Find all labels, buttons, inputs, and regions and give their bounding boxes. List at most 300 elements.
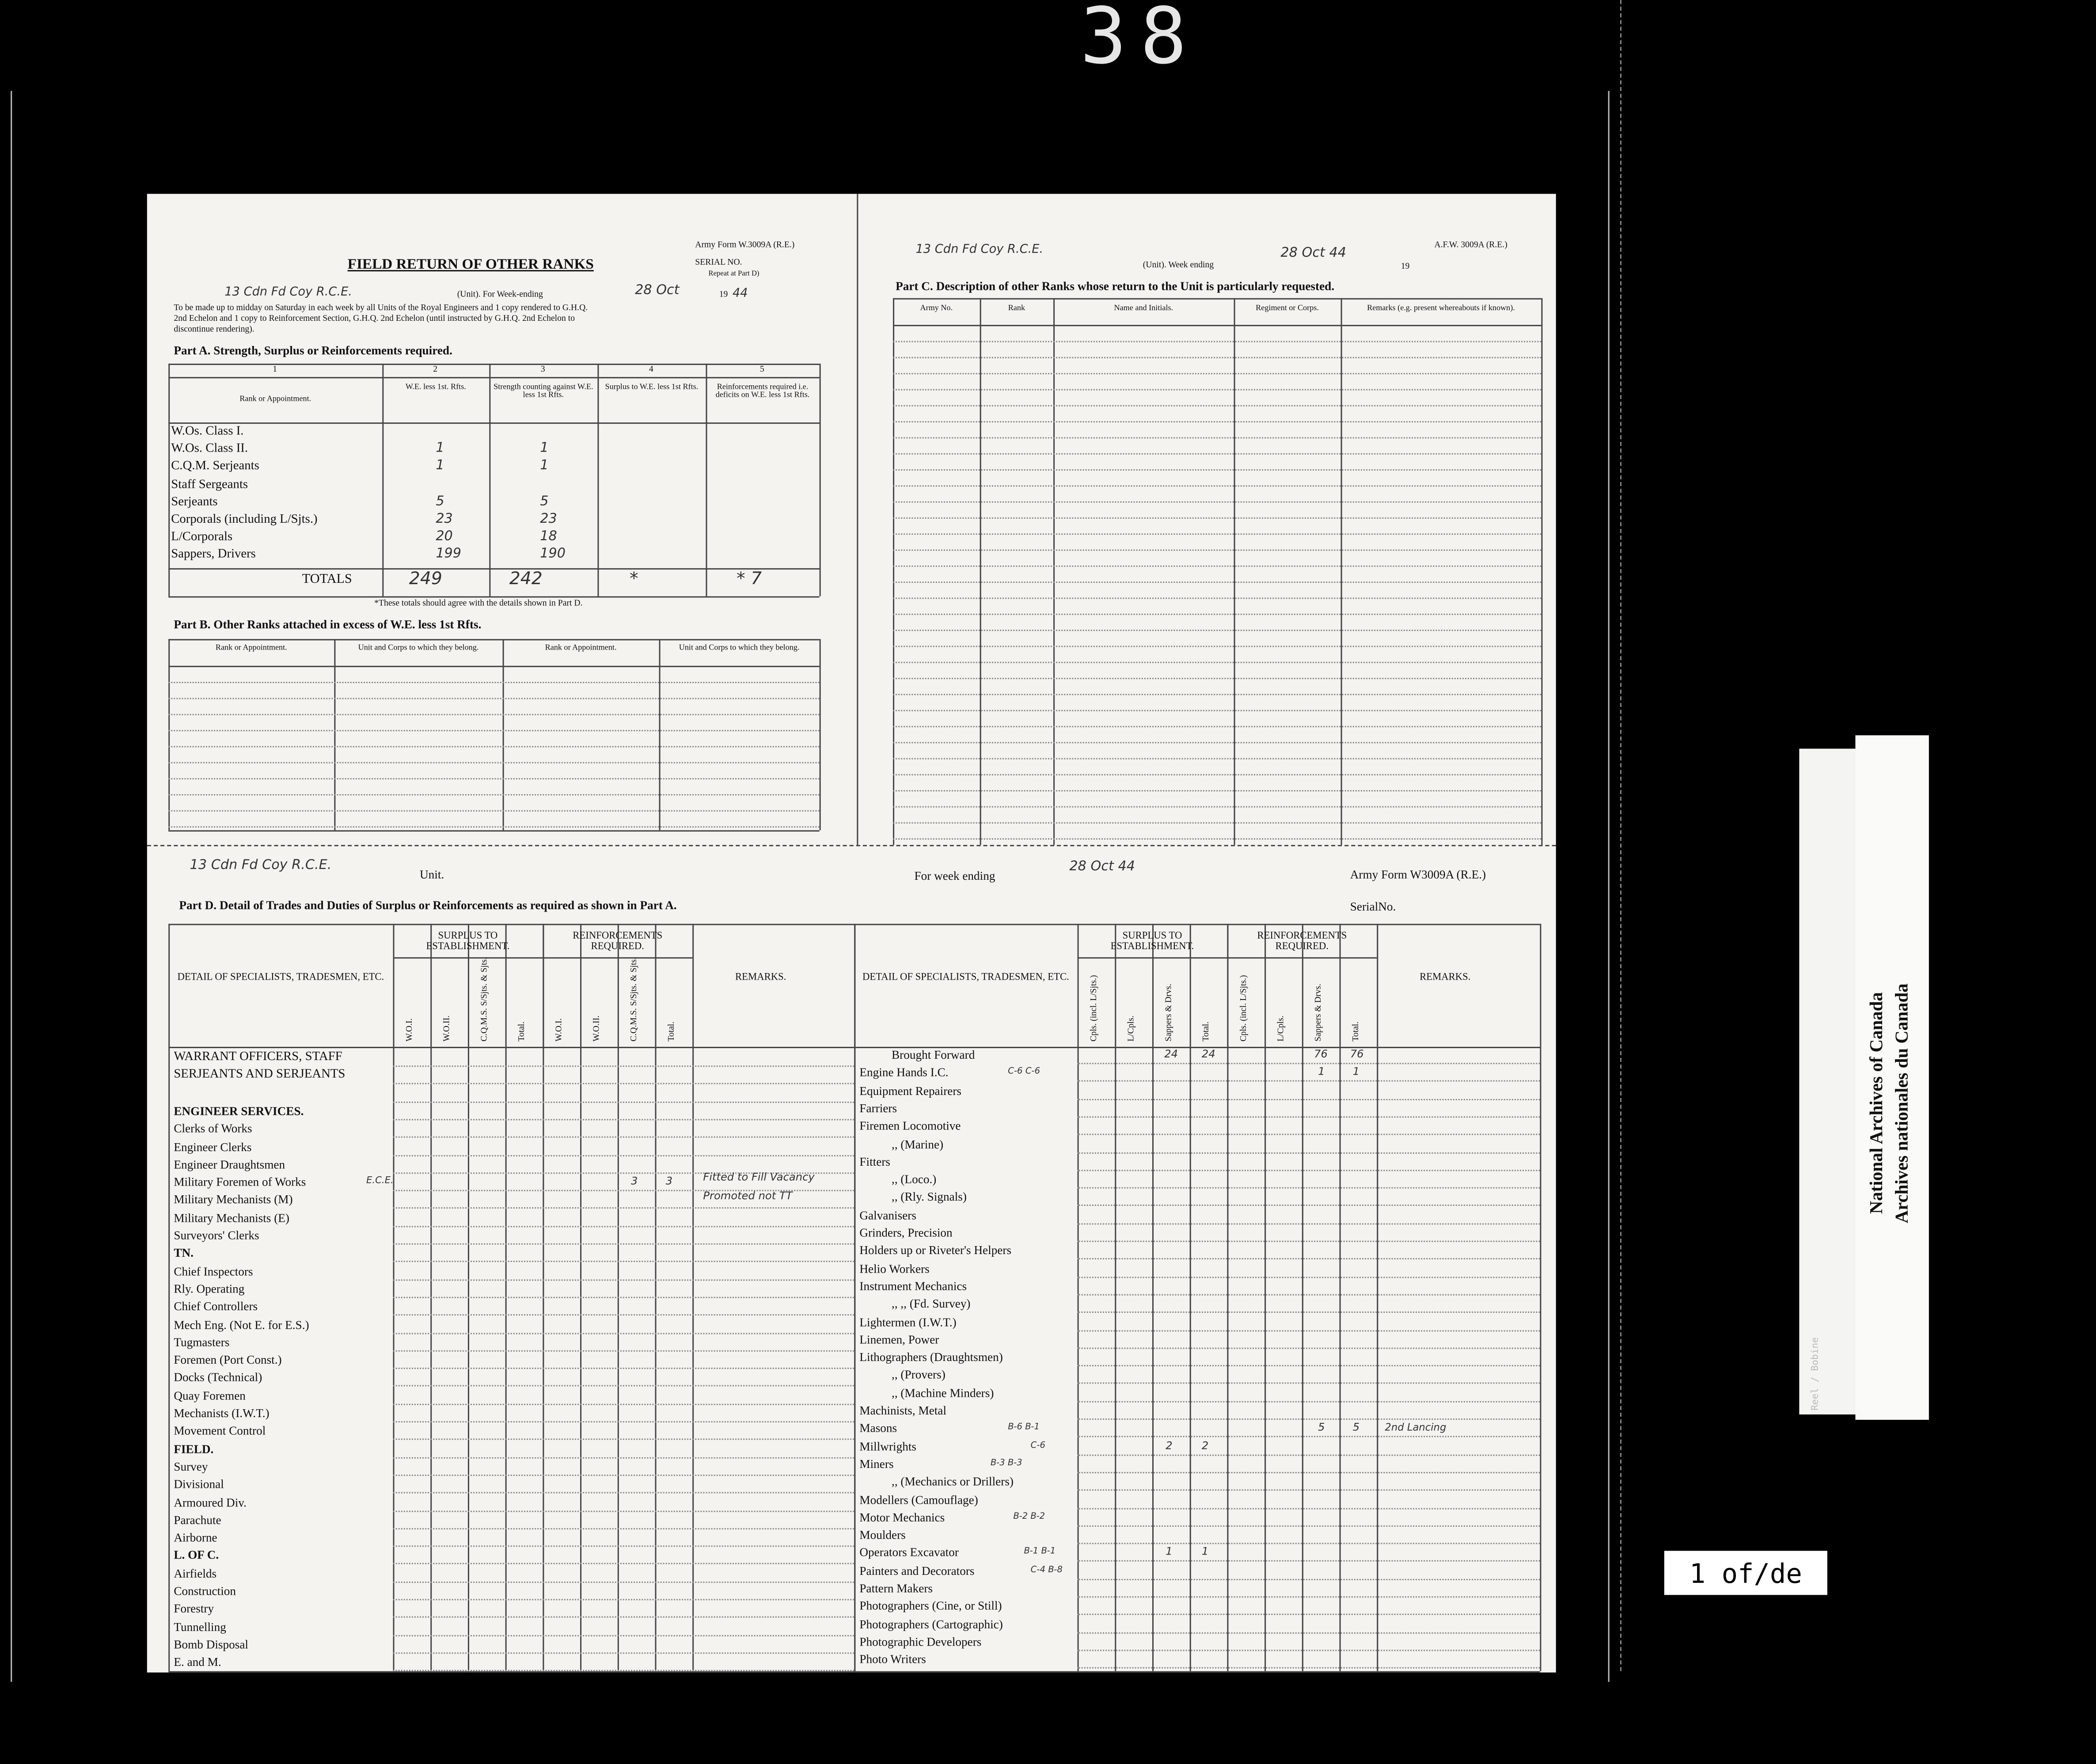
part-a-col-number: 5 (759, 365, 764, 375)
faint-reel-text: Reel / Bobine (1810, 1337, 1821, 1410)
part-d-right-row: ,, (Machine Minders) (892, 1386, 994, 1399)
part-d-left-row: ENGINEER SERVICES. (174, 1104, 304, 1118)
part-c-dotted-row (893, 614, 1541, 615)
part-a-totals-rule (168, 568, 819, 570)
part-b-col-head: Rank or Appointment. (545, 644, 617, 653)
masons-value: 5 (1318, 1422, 1325, 1434)
part-d-right-row: Masons (859, 1422, 897, 1435)
part-d-left-dotted (393, 1315, 854, 1316)
part-d-col-rule (1340, 924, 1341, 1671)
part-a-title: FIELD RETURN OF OTHER RANKS (347, 256, 594, 273)
part-d-right-dotted (1078, 1134, 1540, 1135)
part-d-sub-head: Sappers & Drvs. (1314, 984, 1324, 1042)
part-d-col-rule (1302, 924, 1303, 1671)
part-a-rank: L/Corporals (171, 531, 233, 544)
part-a-rank: W.Os. Class I. (171, 425, 244, 439)
part-c-form-no: A.F.W. 3009A (R.E.) (1434, 240, 1507, 250)
part-a-col-number: 3 (540, 365, 545, 375)
part-d-right-dotted (1078, 1258, 1540, 1260)
part-d-left-row: Military Mechanists (M) (174, 1193, 293, 1207)
part-c-dotted-row (893, 662, 1541, 663)
part-d-surplus-head: SURPLUS TO ESTABLISHMENT. (426, 929, 510, 951)
part-c-head-rule (893, 325, 1541, 326)
archive-label-card (1855, 735, 1929, 1420)
part-d-left-row: WARRANT OFFICERS, STAFF (174, 1051, 342, 1064)
part-b-dotted-row (168, 682, 819, 683)
part-b-dotted-row (168, 746, 819, 747)
part-b-head-rule (168, 666, 819, 667)
part-d-sub-head: Total. (1351, 1021, 1361, 1042)
part-c-dotted-row (893, 341, 1541, 342)
part-d-left-dotted (393, 1617, 854, 1618)
part-b-col-rule (503, 639, 504, 830)
part-a-strength-value: 23 (540, 512, 557, 527)
masons-remark: 2nd Lancing (1385, 1422, 1447, 1434)
part-d-right-row: ,, (Loco.) (892, 1172, 937, 1186)
part-d-left-dotted (393, 1492, 854, 1494)
part-a-total-value: 242 (509, 569, 543, 590)
mfw-code: E.C.E. (366, 1175, 394, 1186)
part-a-heading: Part A. Strength, Surplus or Reinforcements required. (174, 343, 452, 357)
part-d-left-dotted (393, 1528, 854, 1529)
part-d-left-row: L. OF C. (174, 1548, 219, 1562)
part-d-remarks-head: REMARKS. (1420, 970, 1471, 983)
instructions-2: 2nd Echelon and 1 copy to Reinforcement Section, G.H.Q. 2nd Echelon (until instructed by G.H.Q. 2nd Echelon to (174, 314, 575, 324)
part-d-left-dotted (393, 1439, 854, 1440)
part-d-right-dotted (1078, 1294, 1540, 1295)
part-d-sub-head: W.O.II. (442, 1015, 452, 1042)
part-d-right-dotted (1078, 1578, 1540, 1580)
bf-value: 76 (1314, 1048, 1328, 1061)
part-d-remarks-head: REMARKS. (735, 970, 786, 983)
part-a-col-head: Surplus to W.E. less 1st Rfts. (605, 384, 699, 392)
part-a-rank: Staff Sergeants (171, 478, 248, 492)
part-d-left-dotted (393, 1475, 854, 1476)
part-d-col-rule (1078, 924, 1079, 1671)
part-d-reinf-head: REINFORCEMENTS REQUIRED. (573, 929, 663, 951)
part-d-right-row: Linemen, Power (859, 1332, 939, 1346)
part-d-left-dotted (393, 1457, 854, 1458)
part-d-left-row: Engineer Draughtsmen (174, 1157, 285, 1171)
part-c-dotted-row (893, 373, 1541, 374)
part-d-right-row: Fitters (859, 1155, 891, 1168)
part-d-sub-head: Total. (517, 1021, 527, 1042)
part-d-col-rule (1540, 924, 1541, 1671)
part-b-dotted-row (168, 730, 819, 731)
part-d-left-dotted (393, 1279, 854, 1280)
part-c-dotted-row (893, 437, 1541, 438)
part-d-col-rule (168, 924, 170, 1671)
archive-name-en: National Archives of Canada (1866, 992, 1886, 1214)
part-d-right-row: Farriers (859, 1101, 897, 1115)
part-a-rank: W.Os. Class II. (171, 443, 248, 456)
part-d-col-rule (1152, 924, 1154, 1671)
part-d-right-dotted (1078, 1543, 1540, 1544)
part-d-sub-head: W.O.II. (592, 1015, 602, 1042)
part-c-dotted-row (893, 533, 1541, 535)
part-c-unit-handwritten: 13 Cdn Fd Coy R.C.E. (915, 243, 1044, 257)
part-c-col-rule (1341, 298, 1342, 845)
part-c-dotted-row (893, 806, 1541, 807)
part-b-col-rule (820, 639, 821, 830)
part-c-dotted-row (893, 646, 1541, 647)
part-a-col-number: 2 (433, 365, 438, 375)
unit-handwritten: 13 Cdn Fd Coy R.C.E. (224, 286, 352, 300)
part-d-right-dotted (1078, 1418, 1540, 1420)
part-a-table (168, 364, 819, 596)
part-d-right-row: Photographic Developers (859, 1635, 982, 1649)
film-sprocket-line (1620, 0, 1623, 1671)
part-d-sub-head: C.Q.M.S. S/Sjts. & Sjts. (630, 957, 639, 1042)
part-d-right-row: Instrument Mechanics (859, 1279, 967, 1293)
part-d-sub-head: Sappers & Drvs. (1164, 984, 1174, 1042)
part-d-right-dotted (1078, 1365, 1540, 1366)
part-a-col-head: Strength counting against W.E. less 1st Rfts. (494, 384, 593, 400)
part-d-right-row: Galvanisers (859, 1208, 916, 1222)
pd-code: C-4 B-8 (1030, 1563, 1063, 1575)
part-d-left-dotted (393, 1065, 854, 1067)
part-d-right-dotted (1078, 1223, 1540, 1224)
part-d-left-row: Military Mechanists (E) (174, 1211, 289, 1224)
instructions-1: To be made up to midday on Saturday in each week by all Units of the Royal Engineers and 1 copy rendered to G.H.Q. (174, 303, 588, 313)
part-d-right-row: Machinists, Metal (859, 1403, 947, 1418)
part-d-left-dotted (393, 1546, 854, 1547)
mill-value: 2 (1201, 1439, 1209, 1452)
part-c-dotted-row (893, 389, 1541, 390)
part-d-left-row: Docks (Technical) (174, 1371, 262, 1384)
part-d-left-dotted (393, 1083, 854, 1085)
ih-value: 1 (1352, 1066, 1360, 1078)
part-d-left-dotted (393, 1101, 854, 1102)
part-d-left-dotted (393, 1421, 854, 1422)
part-a-bottom-rule (168, 596, 819, 597)
part-d-right-dotted (1078, 1525, 1540, 1526)
part-d-left-dotted (393, 1225, 854, 1227)
part-d-right-row: Modellers (Camouflage) (859, 1492, 978, 1506)
part-c-col-head: Regiment or Corps. (1256, 304, 1319, 313)
part-d-left-row: SERJEANTS AND SERJEANTS (174, 1068, 346, 1082)
part-c-dotted-row (893, 790, 1541, 791)
op-value: 1 (1201, 1546, 1209, 1558)
part-d-sub-head: Total. (667, 1021, 676, 1042)
part-d-right-row: Engine Hands I.C. (859, 1066, 949, 1080)
part-d-left-row: FIELD. (174, 1442, 214, 1456)
part-d-reinf-head: REINFORCEMENTS REQUIRED. (1257, 929, 1347, 951)
field-return-document (147, 194, 1556, 1673)
part-c-col-head: Rank (1008, 304, 1025, 313)
part-d-left-row: Movement Control (174, 1424, 266, 1438)
part-d-left-row: Airfields (174, 1566, 217, 1580)
part-d-sub-head: Cpls. (incl. L/Sjts.) (1239, 975, 1249, 1042)
part-a-colnum-rule (168, 377, 819, 378)
masons-code: B-6 B-1 (1008, 1422, 1040, 1433)
part-d-left-row: Surveyors' Clerks (174, 1228, 259, 1242)
part-d-left-dotted (393, 1137, 854, 1138)
part-d-right-row: Helio Workers (859, 1261, 930, 1275)
part-d-left-row: Survey (174, 1460, 208, 1473)
part-c-week-handwritten: 28 Oct 44 (1280, 246, 1347, 261)
op-code: B-1 B-1 (1024, 1546, 1056, 1557)
part-d-left-row: Chief Inspectors (174, 1264, 253, 1278)
part-a-rank: Sappers, Drivers (171, 548, 256, 562)
part-d-left-dotted (393, 1208, 854, 1209)
part-d-right-row: ,, ,, (Fd. Survey) (892, 1297, 971, 1311)
week-ending-handwritten: 28 Oct (635, 283, 680, 298)
part-d-right-dotted (1078, 1081, 1540, 1082)
part-d-col-rule (1115, 924, 1116, 1671)
part-d-right-dotted (1078, 1472, 1540, 1473)
part-b-dotted-row (168, 714, 819, 715)
part-a-we-value: 20 (436, 529, 453, 544)
part-a-total-value: * 7 (737, 569, 762, 590)
part-d-right-row: Grinders, Precision (859, 1226, 953, 1239)
part-a-col-rule (168, 364, 170, 596)
part-c-dotted-row (893, 502, 1541, 503)
part-d-right-row: Equipment Repairers (859, 1083, 962, 1097)
part-d-left-dotted (393, 1581, 854, 1582)
part-d-left-row: TN. (174, 1246, 194, 1260)
part-d-left-row: Tugmasters (174, 1335, 230, 1349)
part-d-sub-head: L/Cpls. (1276, 1015, 1286, 1042)
ih-code: C-6 C-6 (1008, 1066, 1040, 1077)
part-c-dotted-row (893, 453, 1541, 455)
part-c-dotted-row (893, 597, 1541, 599)
part-d-right-row: Lightermen (I.W.T.) (859, 1315, 957, 1328)
part-d-heading: Part D. Detail of Trades and Duties of Surplus or Reinforcements as required as shown in Part A. (179, 898, 677, 912)
part-c-col-rule (1234, 298, 1235, 845)
part-d-right-dotted (1078, 1490, 1540, 1491)
repeat-note: Repeat at Part D) (708, 270, 759, 278)
part-b-bottom-rule (168, 830, 819, 832)
part-b-col-rule (659, 639, 661, 830)
part-d-left-dotted (393, 1350, 854, 1351)
bf-value: 24 (1164, 1048, 1178, 1061)
part-d-left-dotted (393, 1563, 854, 1565)
part-a-strength-value: 1 (540, 459, 549, 474)
mill-value: 2 (1166, 1439, 1173, 1452)
part-d-detail-head: DETAIL OF SPECIALISTS, TRADESMEN, ETC. (177, 970, 384, 983)
part-d-left-row: Engineer Clerks (174, 1140, 252, 1153)
part-c-dotted-row (893, 582, 1541, 583)
part-d-right-dotted (1078, 1436, 1540, 1437)
part-d-right-dotted (1078, 1170, 1540, 1171)
part-d-right-dotted (1078, 1650, 1540, 1651)
part-d-right-dotted (1078, 1667, 1540, 1669)
serial-label: SERIAL NO. (695, 258, 742, 268)
part-a-col-rule (820, 364, 821, 596)
part-d-right-dotted (1078, 1152, 1540, 1153)
part-d-left-row: Bomb Disposal (174, 1637, 249, 1651)
part-d-right-dotted (1078, 1276, 1540, 1277)
part-d-right-dotted (1078, 1205, 1540, 1206)
part-d-sub-head: Cpls. (incl. L/Sjts.) (1089, 975, 1099, 1042)
archive-name-fr: Archives nationales du Canada (1891, 983, 1912, 1224)
part-d-left-dotted (393, 1368, 854, 1369)
part-d-left-dotted (393, 1261, 854, 1262)
part-c-col-rule (980, 298, 981, 845)
part-c-dotted-row (893, 838, 1541, 840)
year-prefix: 19 (719, 290, 728, 300)
part-d-right-row: ,, (Mechanics or Drillers) (892, 1475, 1014, 1488)
mm-code: B-2 B-2 (1013, 1510, 1045, 1521)
part-a-we-value: 1 (436, 459, 444, 474)
part-d-week-label: For week ending (914, 869, 995, 882)
miners-code: B-3 B-3 (990, 1457, 1022, 1468)
part-b-dotted-row (168, 698, 819, 699)
part-a-head-rule (168, 422, 819, 424)
part-c-col-head: Remarks (e.g. present whereabouts if known). (1367, 304, 1515, 313)
part-c-col-head: Name and Initials. (1114, 304, 1173, 313)
ih-value: 1 (1318, 1066, 1325, 1078)
part-d-left-row: Tunnelling (174, 1620, 226, 1633)
year-handwritten: 44 (732, 287, 748, 301)
part-d-right-row: Moulders (859, 1528, 906, 1542)
part-b-col-head: Unit and Corps to which they belong. (679, 644, 800, 653)
part-c-dotted-row (893, 726, 1541, 727)
part-d-sub-head: W.O.I. (554, 1018, 564, 1042)
mfw-remark: Fitted to Fill Vacancy (703, 1171, 815, 1183)
part-d-left-dotted (393, 1296, 854, 1298)
part-b-heading: Part B. Other Ranks attached in excess of W.E. less 1st Rfts. (174, 617, 482, 631)
part-d-week-handwritten: 28 Oct 44 (1069, 859, 1135, 874)
part-d-unit-label: Unit. (420, 867, 444, 881)
part-d-right-row: Firemen Locomotive (859, 1119, 961, 1133)
part-c-col-rule (1541, 298, 1542, 845)
part-c-dotted-row (893, 710, 1541, 711)
part-d-left-row: Parachute (174, 1513, 221, 1527)
part-d-col-rule (1264, 924, 1266, 1671)
part-c-heading: Part C. Description of other Ranks whose return to the Unit is particularly requested. (896, 279, 1335, 293)
part-d-detail-head: DETAIL OF SPECIALISTS, TRADESMEN, ETC. (862, 970, 1069, 983)
part-c-dotted-row (893, 566, 1541, 567)
part-d-left-row: Chief Controllers (174, 1300, 258, 1313)
mill-code: C-6 (1030, 1439, 1046, 1450)
part-a-strength-value: 18 (540, 529, 557, 544)
part-c-dotted-row (893, 742, 1541, 743)
part-d-right-row: Photo Writers (859, 1653, 926, 1666)
part-d-right-row: Photographers (Cartographic) (859, 1617, 1003, 1631)
part-d-left-row: Clerks of Works (174, 1122, 252, 1136)
part-a-we-value: 5 (436, 494, 444, 509)
unit-line: (Unit). For Week-ending (457, 290, 543, 300)
part-d-right-dotted (1078, 1507, 1540, 1509)
mfw-value: 3 (631, 1175, 638, 1187)
part-d-right-row: Photographers (Cine, or Still) (859, 1599, 1002, 1613)
masons-value: 5 (1352, 1422, 1360, 1434)
part-d-right-dotted (1078, 1241, 1540, 1242)
part-d-col-rule (1190, 924, 1191, 1671)
part-a-top-rule (168, 364, 819, 365)
archive-stamp-card (1799, 749, 1858, 1414)
part-d-right-row: Operators Excavator (859, 1546, 959, 1559)
part-a-col-rule (597, 364, 599, 596)
part-d-right-row: Holders up or Riveter's Helpers (859, 1243, 1012, 1257)
part-c-table (893, 298, 1541, 845)
part-d-left-row: Mechanists (I.W.T.) (174, 1406, 270, 1420)
part-d-group-split (1227, 924, 1228, 1047)
part-d-unit-handwritten: 13 Cdn Fd Coy R.C.E. (190, 858, 332, 873)
part-b-col-rule (168, 639, 170, 830)
part-b-col-rule (334, 639, 335, 830)
part-d-sub-head: Total. (1201, 1021, 1211, 1042)
part-c-dotted-row (893, 405, 1541, 407)
part-d-left-row: Airborne (174, 1531, 217, 1544)
part-d-sub-head: W.O.I. (405, 1018, 414, 1042)
part-d-right-row: Miners (859, 1457, 894, 1471)
part-c-dotted-row (893, 630, 1541, 631)
part-d-right-row: Brought Forward (892, 1048, 975, 1062)
part-b-dotted-row (168, 762, 819, 764)
part-c-dotted-row (893, 678, 1541, 679)
part-a-col-number: 1 (273, 365, 277, 375)
part-a-col-rule (706, 364, 707, 596)
part-a-col-number: 4 (649, 365, 653, 375)
part-c-dotted-row (893, 469, 1541, 471)
part-c-dotted-row (893, 694, 1541, 695)
part-a-we-value: 199 (436, 547, 462, 562)
part-d-left-dotted (393, 1332, 854, 1334)
page-indicator: 1 of/de (1664, 1551, 1827, 1595)
part-c-col-rule (893, 298, 894, 845)
part-a-totals-label: TOTALS (302, 572, 352, 587)
mfw-remark: Promoted not TT (703, 1190, 793, 1203)
part-d-right-dotted (1078, 1330, 1540, 1331)
mfw-value: 3 (665, 1175, 673, 1187)
part-d-left-dotted (393, 1243, 854, 1245)
part-d-right-dotted (1078, 1614, 1540, 1616)
part-a-note: *These totals should agree with the details shown in Part D. (374, 599, 583, 608)
part-d-sub-head: L/Cpls. (1127, 1015, 1136, 1042)
part-a-strength-value: 5 (540, 494, 549, 509)
part-a-total-value: 249 (409, 569, 442, 590)
part-c-col-rule (1053, 298, 1055, 845)
part-c-top-rule (893, 298, 1541, 300)
bf-value: 24 (1201, 1048, 1215, 1061)
part-d-right-row: Motor Mechanics (859, 1510, 945, 1524)
part-d-right-dotted (1078, 1099, 1540, 1100)
part-d-left-dotted (393, 1510, 854, 1511)
part-d-right-dotted (1078, 1063, 1540, 1064)
part-d-serial: SerialNo. (1350, 900, 1396, 913)
part-d-right-dotted (1078, 1383, 1540, 1384)
part-d-left-dotted (393, 1670, 854, 1671)
part-d-left-dotted (393, 1635, 854, 1636)
part-d-right-dotted (1078, 1454, 1540, 1456)
part-d-left-dotted (393, 1386, 854, 1387)
part-d-left-dotted (393, 1599, 854, 1600)
reel-number: 38 (1080, 0, 1200, 82)
fold-line (147, 845, 1556, 846)
part-b-top-rule (168, 639, 819, 640)
part-a-rank: Serjeants (171, 495, 218, 509)
part-d-sub-head: C.Q.M.S. S/Sjts. & Sjts. (480, 957, 490, 1042)
part-a-col-rule (489, 364, 490, 596)
part-a-strength-value: 190 (540, 547, 566, 562)
part-d-right-row: ,, (Rly. Signals) (892, 1190, 967, 1204)
part-d-right-row: ,, (Marine) (892, 1137, 944, 1151)
part-d-left-dotted (393, 1652, 854, 1654)
part-d-left-row: Divisional (174, 1477, 224, 1491)
part-d-right-dotted (1078, 1561, 1540, 1562)
part-b-table (168, 639, 819, 830)
bf-value: 76 (1350, 1048, 1364, 1061)
part-d-right-dotted (1078, 1312, 1540, 1313)
part-a-col-head: Rank or Appointment. (239, 395, 311, 404)
part-c-year-prefix: 19 (1401, 262, 1410, 272)
part-b-dotted-row (168, 794, 819, 795)
part-a-col-head: W.E. less 1st. Rfts. (405, 384, 466, 392)
part-d-surplus-head: SURPLUS TO ESTABLISHMENT. (1110, 929, 1194, 951)
